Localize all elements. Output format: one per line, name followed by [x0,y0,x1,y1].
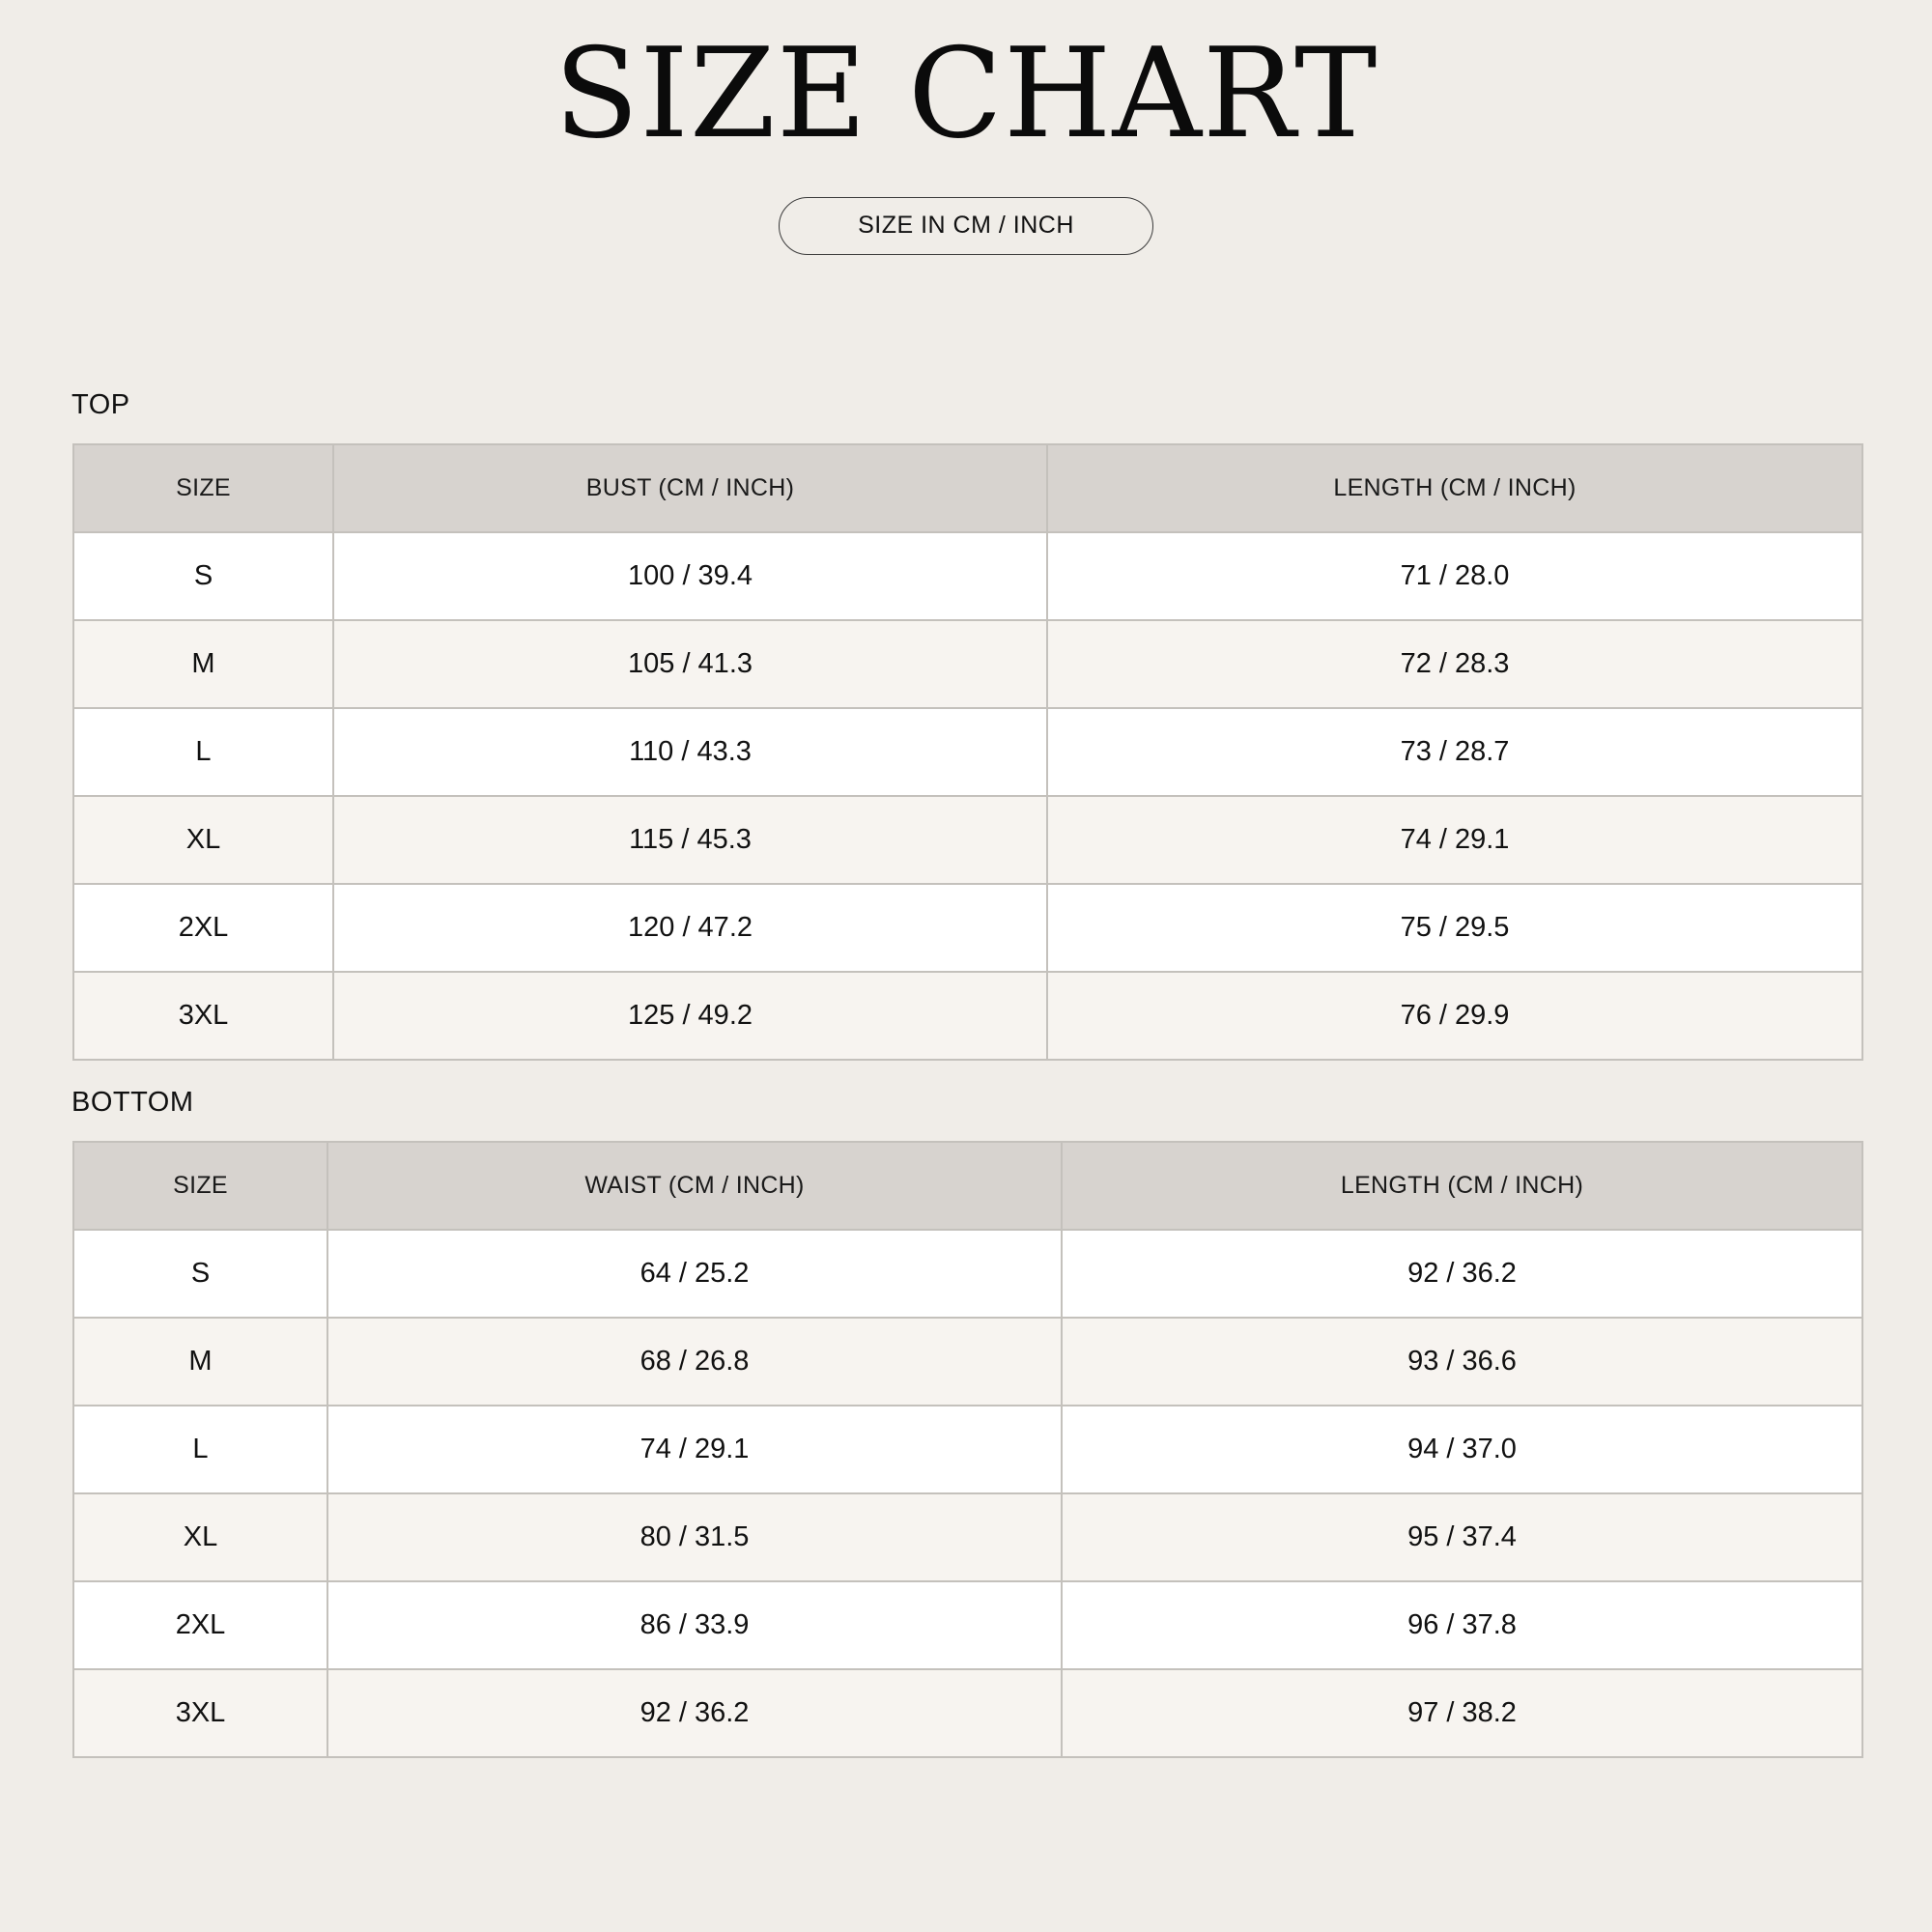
length-cell: 71 / 28.0 [1047,532,1862,620]
section-label-bottom: BOTTOM [71,1087,194,1118]
size-cell: L [73,708,333,796]
size-cell: L [73,1406,327,1493]
waist-cell: 92 / 36.2 [327,1669,1062,1757]
table-header-row [73,444,1862,532]
waist-cell: 86 / 33.9 [327,1581,1062,1669]
length-cell: 97 / 38.2 [1062,1669,1862,1757]
length-cell: 72 / 28.3 [1047,620,1862,708]
column-header-bust: BUST (CM / INCH) [333,444,1047,532]
table-header-row [73,1142,1862,1230]
table-row [73,1493,1862,1581]
table-row [73,1230,1862,1318]
waist-cell: 64 / 25.2 [327,1230,1062,1318]
table-row [73,708,1862,796]
waist-cell: 74 / 29.1 [327,1406,1062,1493]
table-row [73,532,1862,620]
length-cell: 76 / 29.9 [1047,972,1862,1060]
bottom-size-table [72,1141,1863,1758]
section-label-top: TOP [71,389,130,420]
size-cell: XL [73,1493,327,1581]
length-cell: 74 / 29.1 [1047,796,1862,884]
size-cell: S [73,532,333,620]
size-cell: 2XL [73,1581,327,1669]
length-cell: 93 / 36.6 [1062,1318,1862,1406]
unit-note-badge: SIZE IN CM / INCH [779,197,1153,255]
column-header-waist: WAIST (CM / INCH) [327,1142,1062,1230]
column-header-size: SIZE [73,444,333,532]
length-cell: 75 / 29.5 [1047,884,1862,972]
column-header-size: SIZE [73,1142,327,1230]
bust-cell: 115 / 45.3 [333,796,1047,884]
page-title: SIZE CHART [554,22,1378,166]
column-header-length: LENGTH (CM / INCH) [1062,1142,1862,1230]
table-row [73,1406,1862,1493]
table-row [73,620,1862,708]
size-cell: 3XL [73,972,333,1060]
size-cell: 3XL [73,1669,327,1757]
table-row [73,796,1862,884]
bust-cell: 105 / 41.3 [333,620,1047,708]
length-cell: 73 / 28.7 [1047,708,1862,796]
table-row [73,1581,1862,1669]
top-size-table [72,443,1863,1061]
column-header-length: LENGTH (CM / INCH) [1047,444,1862,532]
length-cell: 96 / 37.8 [1062,1581,1862,1669]
size-cell: S [73,1230,327,1318]
size-cell: M [73,620,333,708]
length-cell: 94 / 37.0 [1062,1406,1862,1493]
waist-cell: 80 / 31.5 [327,1493,1062,1581]
bust-cell: 125 / 49.2 [333,972,1047,1060]
waist-cell: 68 / 26.8 [327,1318,1062,1406]
table-row [73,972,1862,1060]
size-cell: M [73,1318,327,1406]
bust-cell: 100 / 39.4 [333,532,1047,620]
size-cell: 2XL [73,884,333,972]
length-cell: 92 / 36.2 [1062,1230,1862,1318]
table-row [73,1318,1862,1406]
length-cell: 95 / 37.4 [1062,1493,1862,1581]
bust-cell: 120 / 47.2 [333,884,1047,972]
table-row [73,884,1862,972]
bust-cell: 110 / 43.3 [333,708,1047,796]
size-cell: XL [73,796,333,884]
table-row [73,1669,1862,1757]
